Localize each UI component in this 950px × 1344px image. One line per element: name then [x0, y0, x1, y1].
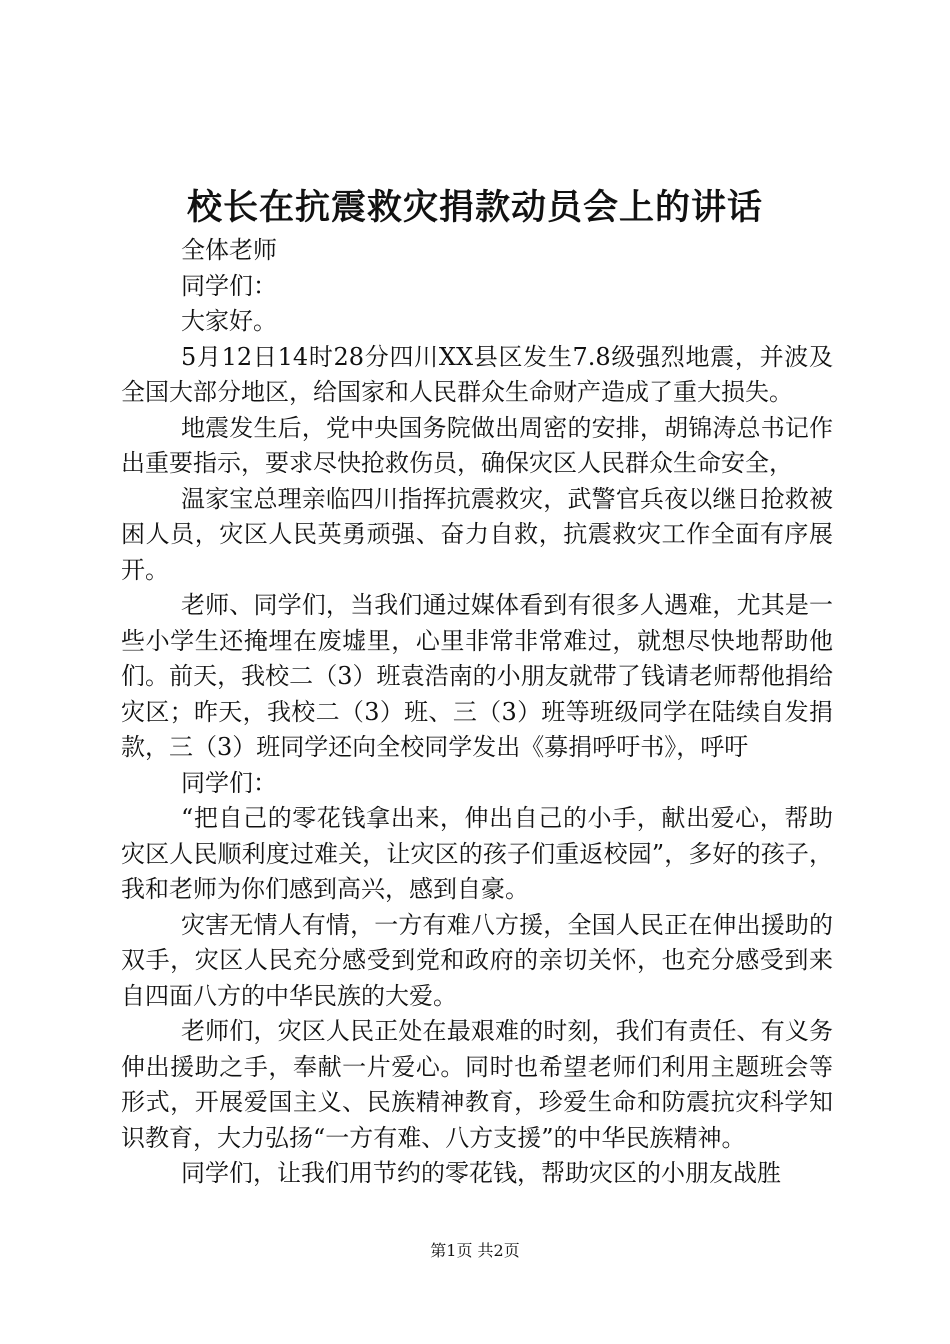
document-title: 校长在抗震救灾捐款动员会上的讲话: [186, 187, 763, 228]
paragraph: 地震发生后，党中央国务院做出周密的安排，胡锦涛总书记作出重要指示，要求尽快抢救伤员，确保灾区人民群众生命安全，: [121, 413, 833, 477]
paragraph: “把自己的零花钱拿出来，伸出自己的小手，献出爱心，帮助灾区人民顺利度过难关，让灾区的孩子们重返校园”，多好的孩子，我和老师为你们感到高兴，感到自豪。: [121, 804, 833, 903]
salutation-teachers: 全体老师: [181, 236, 277, 264]
paragraph: 5月12日14时28分四川XX县区发生7.8级强烈地震，并波及全国大部分地区，给国家和人民群众生命财产造成了重大损失。: [121, 342, 833, 406]
salutation-students: 同学们：: [181, 271, 277, 300]
paragraph: 温家宝总理亲临四川指挥抗震救灾，武警官兵夜以继日抢救被困人员，灾区人民英勇顽强、奋力自救，抗震救灾工作全面有序展开。: [121, 484, 833, 584]
paragraph: 同学们：: [181, 768, 277, 797]
page-footer: 第1页 共2页: [430, 1241, 520, 1260]
paragraph: 灾害无情人有情，一方有难八方援，全国人民正在伸出援助的双手，灾区人民充分感受到党和政府的亲切关怀，也充分感受到来自四面八方的中华民族的大爱。: [121, 910, 833, 1010]
greeting: 大家好。: [181, 307, 277, 335]
paragraph: 老师们，灾区人民正处在最艰难的时刻，我们有责任、有义务伸出援助之手，奉献一片爱心。同时也希望老师们利用主题班会等形式，开展爱国主义、民族精神教育，珍爱生命和防震抗灾科学知识教育，大力弘扬“一方有难、八方支援”的中华民族精神。: [121, 1017, 833, 1152]
paragraph: 老师、同学们，当我们通过媒体看到有很多人遇难，尤其是一些小学生还掩埋在废墟里，心里非常非常难过，就想尽快地帮助他们。前天，我校二（3）班袁浩南的小朋友就带了钱请老师帮他捐给灾区；昨天，我校二（3）班、三（3）班等班级同学在陆续自发捐款，三（3）班同学还向全校同学发出《募捐呼吁书》，呼吁: [121, 591, 833, 761]
document-body: [121, 233, 833, 1192]
paragraph: 同学们，让我们用节约的零花钱，帮助灾区的小朋友战胜: [181, 1159, 781, 1187]
